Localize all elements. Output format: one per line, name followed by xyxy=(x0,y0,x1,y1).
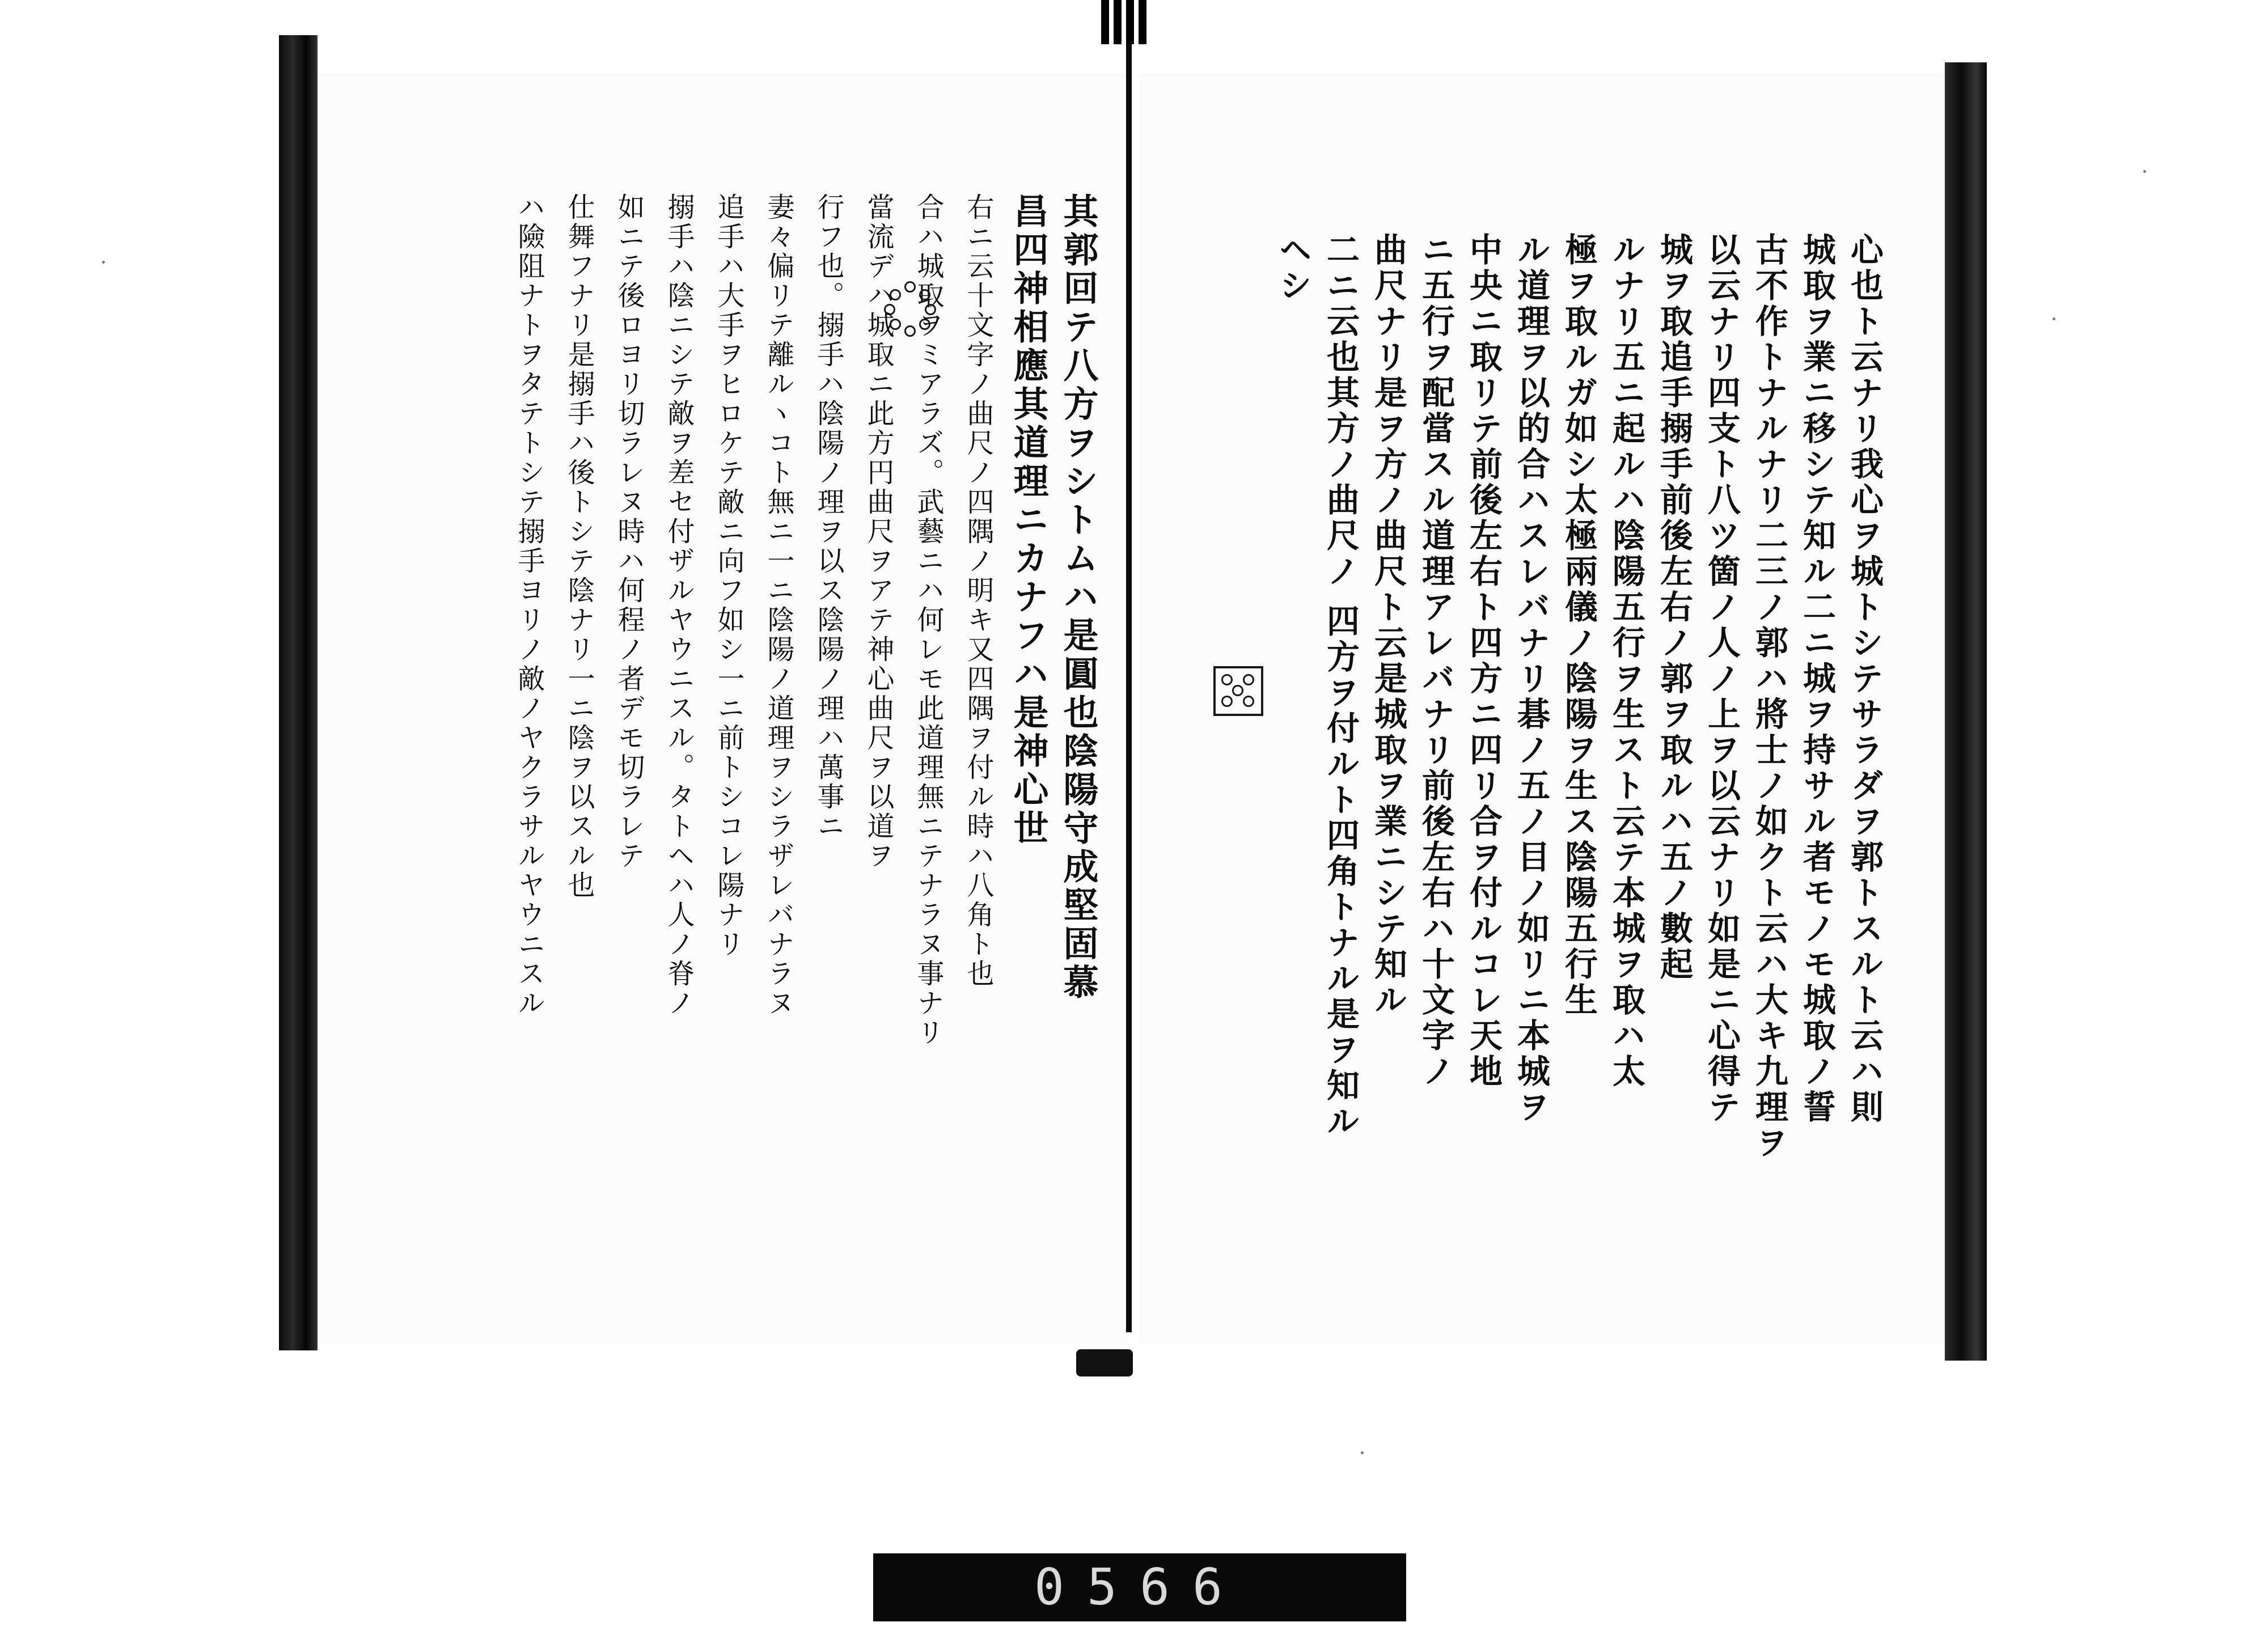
right-line-1: 心也ト云ナリ我心ヲ城トシテサラダヲ郭トスルト云ハ則 xyxy=(1845,232,1884,1125)
left-page-text xyxy=(504,193,1103,1048)
right-line-5: 城ヲ取追手搦手前後左右ノ郭ヲ取ルハ五ノ數起 xyxy=(1655,232,1693,982)
left-note-line-10: ハ險阻ナトヲタテトシテ搦手ヨリノ敵ノヤクラサルヤウニスル xyxy=(513,193,545,1018)
right-line-6: ルナリ五ニ起ルハ陰陽五行ヲ生スト云テ本城ヲ取ハ太 xyxy=(1607,232,1645,1090)
right-line-10: ニ五行ヲ配當スル道理アレバナリ前後左右ハ十文字ノ xyxy=(1416,232,1455,1090)
left-note-line-7: 搦手ハ陰ニシテ敵ヲ差セ付ザルヤウニスル。タトヘハ人ノ脊ノ xyxy=(663,193,695,1018)
left-note-line-3: 當流デハ城取ニ此方円曲尺ヲアテ神心曲尺ヲ以道ヲ xyxy=(862,193,894,871)
scan-speck xyxy=(1361,1451,1364,1454)
scan-speck xyxy=(2053,317,2055,320)
archive-number-label: 0566 xyxy=(873,1553,1406,1621)
left-note-line-9: 仕舞フナリ是搦手ハ後トシテ陰ナリ一ニ陰ヲ以スル也 xyxy=(563,193,595,900)
right-page-text xyxy=(1269,232,1888,1161)
gutter-binding-top xyxy=(1101,0,1151,44)
right-line-3: 古不作トナルナリ二三ノ郭ハ將士ノ如クト云ハ大キ九理ヲ xyxy=(1750,232,1788,1161)
right-line-9: 中央ニ取リテ前後左右ト四方ニ四リ合ヲ付ルコレ天地 xyxy=(1464,232,1503,1090)
left-note-line-4: 行フ也。搦手ハ陰陽ノ理ヲ以ス陰陽ノ理ハ萬事ニ xyxy=(813,193,844,841)
book-gutter xyxy=(1126,40,1132,1332)
scan-speck xyxy=(102,261,105,264)
right-line-4: 以云ナリ四支ト八ツ箇ノ人ノ上ヲ以云ナリ如是ニ心得テ xyxy=(1702,232,1741,1125)
left-main-line-2: 昌四神相應其道理ニカナフハ是神心世 xyxy=(1008,193,1049,848)
right-line-11: 曲尺ナリ是ヲ方ノ曲尺ト云是城取ヲ業ニシテ知ル xyxy=(1369,232,1407,1018)
left-note-line-8: 如ニテ後ロヨリ切ラレヌ時ハ何程ノ者デモ切ラレテ xyxy=(613,193,645,871)
right-line-7: 極ヲ取ルガ如シ太極兩儀ノ陰陽ヲ生ス陰陽五行生 xyxy=(1559,232,1598,1018)
five-circle-diagram xyxy=(1213,666,1263,716)
right-line-13: ヘシ xyxy=(1273,232,1312,304)
right-book-edge xyxy=(1945,62,1987,1361)
left-note-line-1: 右ニ云十文字ノ曲尺ノ四隅ノ明キ又四隅ヲ付ル時ハ八角ト也 xyxy=(962,193,994,989)
left-book-edge xyxy=(279,35,318,1350)
right-line-12: 二ニ云也其方ノ曲尺ノ 四方ヲ付ルト四角トナル是ヲ知ル xyxy=(1321,232,1360,1140)
right-line-8: ル道理ヲ以的合ハスレバナリ碁ノ五ノ目ノ如リニ本城ヲ xyxy=(1512,232,1550,1125)
gutter-binding-bottom xyxy=(1076,1349,1133,1376)
eight-circle-diagram xyxy=(887,283,933,329)
left-main-line-1: 其郭回テ八方ヲシトムハ是圓也陰陽守成堅固慕 xyxy=(1057,193,1099,1002)
right-line-2: 城取ヲ業ニ移シテ知ル二ニ城ヲ持サル者モノモ城取ノ誓 xyxy=(1797,232,1836,1125)
scan-speck xyxy=(2143,170,2146,173)
left-note-line-2: 合ハ城取ヲミアラズ。武藝ニハ何レモ此道理無ニテナラヌ事ナリ xyxy=(912,193,944,1048)
left-note-line-6: 追手ハ大手ヲヒロケテ敵ニ向フ如シ一ニ前トシコレ陽ナリ xyxy=(713,193,744,959)
left-note-line-5: 妻々偏リテ離ルヽコト無ニ一ニ陰陽ノ道理ヲシラザレバナラヌ xyxy=(763,193,794,1018)
